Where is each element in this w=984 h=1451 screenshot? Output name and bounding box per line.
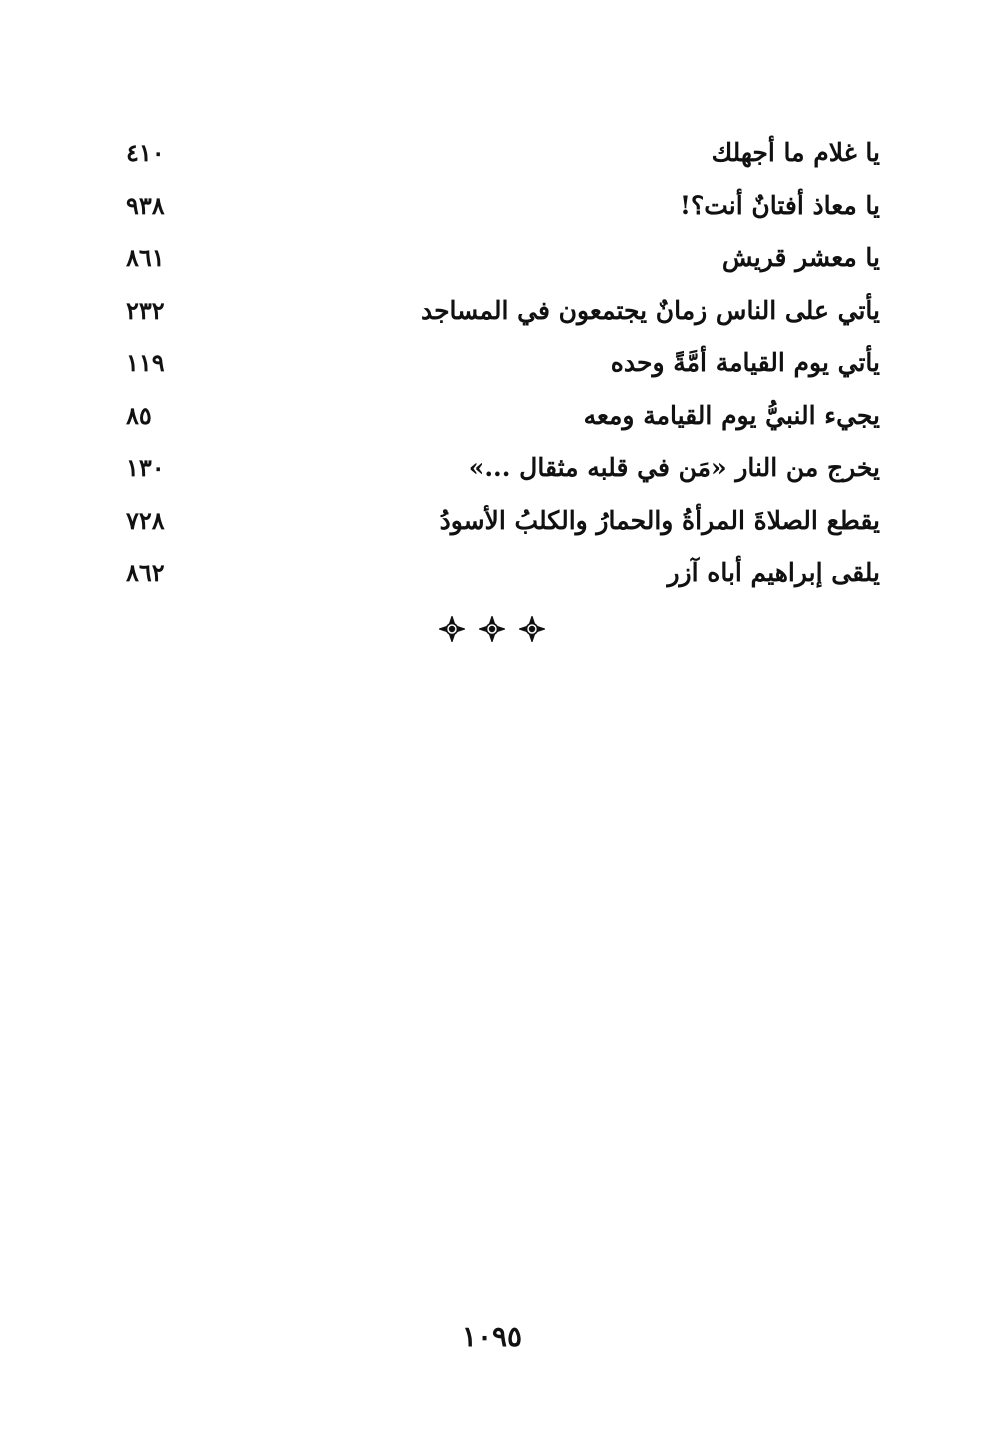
- index-entry: [110, 288, 880, 341]
- entry-text: يا معشر قريش: [721, 243, 880, 272]
- entry-page-number: ١١٩: [126, 348, 165, 377]
- entry-text: يا معاذ أفتانٌ أنت؟!: [680, 190, 880, 220]
- floral-star-icon: [479, 616, 505, 642]
- entry-text: يأتي يوم القيامة أمَّةً وحده: [610, 348, 880, 377]
- hadith-index-list: [110, 130, 880, 603]
- entry-page-number: ٤١٠: [126, 138, 165, 167]
- entry-page-number: ١٣٠: [126, 453, 165, 482]
- entry-text: يلقى إبراهيم أباه آزر: [667, 558, 880, 587]
- page-number: ١٠٩٥: [461, 1320, 523, 1353]
- entry-page-number: ٧٢٨: [126, 505, 165, 535]
- entry-text: يأتي على الناس زمانٌ يجتمعون في المساجد: [420, 295, 880, 325]
- index-entry: [110, 393, 880, 446]
- index-entry: [110, 235, 880, 288]
- floral-star-icon: [519, 616, 545, 642]
- entry-page-number: ٨٥: [126, 400, 152, 430]
- entry-page-number: ٩٣٨: [126, 190, 165, 220]
- index-entry: [110, 130, 880, 183]
- entry-page-number: ٢٣٢: [126, 295, 165, 325]
- entry-text: يقطع الصلاةَ المرأةُ والحمارُ والكلبُ الأسودُ: [439, 505, 880, 535]
- floral-star-icon: [439, 616, 465, 642]
- index-entry: [110, 498, 880, 551]
- entry-text: يا غلام ما أجهلك: [711, 138, 880, 167]
- entry-page-number: ٨٦٢: [126, 558, 165, 587]
- entry-text: يجيء النبيُّ يوم القيامة ومعه: [583, 400, 880, 430]
- index-entry: [110, 183, 880, 236]
- section-end-ornaments: [0, 616, 984, 652]
- index-entry: [110, 340, 880, 393]
- index-entry: [110, 550, 880, 603]
- index-entry: [110, 445, 880, 498]
- entry-page-number: ٨٦١: [126, 243, 165, 272]
- entry-text: يخرج من النار «مَن في قلبه مثقال ...»: [468, 453, 880, 482]
